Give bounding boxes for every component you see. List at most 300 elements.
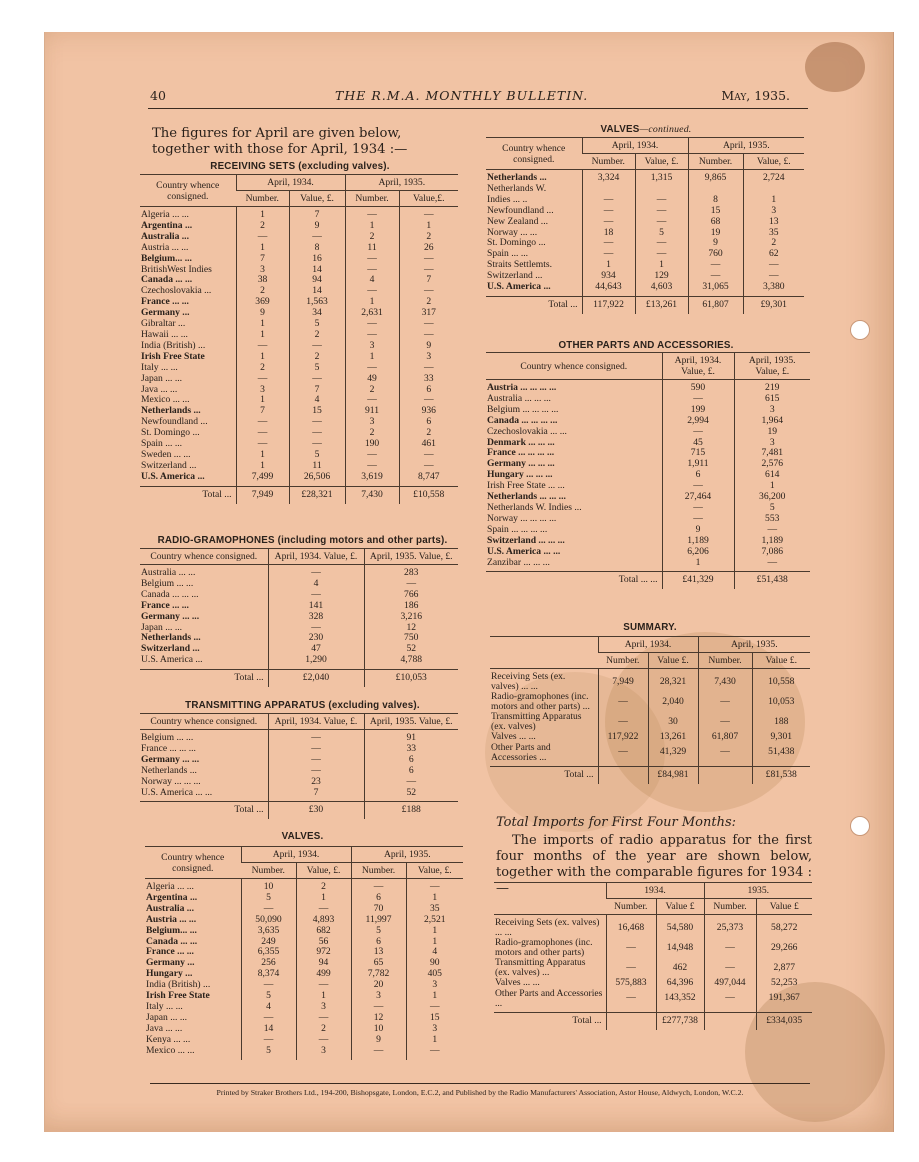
cell-value: 7,086: [734, 547, 810, 558]
cell-value: 3,324: [582, 170, 635, 184]
table-row: [140, 385, 458, 396]
cell-value: —: [399, 363, 458, 374]
row-label: Norway ... ... ...: [141, 776, 201, 787]
total-label: Total ...: [486, 296, 582, 313]
cell-value: —: [582, 217, 635, 228]
valves-continued-table: [486, 137, 804, 314]
cell-value: 191,367: [756, 989, 812, 1013]
col-period-1935: April, 1935. Value, £.: [734, 353, 810, 380]
cell-value: 38: [236, 275, 289, 286]
row-label: Japan ... ...: [141, 373, 183, 384]
table-row: [486, 170, 804, 184]
cell-value: 5: [289, 319, 345, 330]
cell-value: 3: [296, 1046, 351, 1060]
cell-value: 35: [743, 228, 804, 239]
cell-value: —: [236, 341, 289, 352]
radiogram-table: [140, 548, 458, 687]
cell-value: 369: [236, 297, 289, 308]
total-value: £334,035: [756, 1012, 812, 1029]
table-row: [490, 712, 810, 732]
cell-value: —: [364, 579, 458, 590]
cell-value: 4: [406, 947, 463, 958]
cell-value: 11: [289, 461, 345, 472]
row-label: Belgium ... ...: [141, 732, 194, 743]
row-label: Switzerland ...: [141, 644, 200, 655]
cell-value: 50,090: [241, 915, 296, 926]
total-label: Total ...: [140, 802, 268, 819]
summary-table: [490, 636, 810, 784]
cell-value: 2: [296, 879, 351, 893]
col-country: Country whence consigned.: [145, 847, 241, 879]
col-value: Value £.: [648, 653, 698, 669]
cell-value: —: [399, 319, 458, 330]
total-row: [486, 296, 804, 313]
cell-value: 2: [345, 232, 399, 243]
table-row: [140, 232, 458, 243]
cell-value: 7: [399, 275, 458, 286]
cell-value: 249: [241, 937, 296, 948]
table-row: [486, 380, 810, 394]
cell-value: 1,964: [734, 416, 810, 427]
receiving-sets-table: [140, 174, 458, 504]
table-row: [490, 669, 810, 693]
row-label: Mexico ... ...: [141, 395, 190, 406]
cell-value: —: [688, 260, 743, 271]
cell-value: 9: [688, 238, 743, 249]
row-label: Switzerland ...: [487, 271, 543, 282]
row-label: Irish Free State ... ...: [487, 481, 565, 492]
total-value: £13,261: [635, 296, 688, 313]
cell-value: 33: [399, 374, 458, 385]
cell-value: 2: [399, 297, 458, 308]
cell-value: —: [345, 395, 399, 406]
intro-text: The figures for April are given below, together with those for April, 1934 :—: [152, 126, 408, 157]
row-label: Zanzibar ... ... ...: [487, 557, 550, 568]
cell-value: 1,189: [734, 536, 810, 547]
cell-value: —: [635, 195, 688, 206]
table-row: [140, 565, 458, 579]
cell-value: 2,994: [662, 416, 734, 427]
cell-value: 6: [399, 417, 458, 428]
cell-value: 5: [289, 450, 345, 461]
cell-value: 190: [345, 439, 399, 450]
row-label: Hungary ... ... ...: [487, 470, 553, 481]
row-label: Algeria ... ...: [146, 881, 194, 892]
cell-value: 19: [734, 427, 810, 438]
total-value: £9,301: [743, 296, 804, 313]
cell-value: —: [704, 958, 756, 978]
col-period-1934: April, 1934. Value, £.: [268, 549, 364, 565]
cell-value: 4: [289, 395, 345, 406]
cell-value: 1: [406, 893, 463, 904]
cell-value: 6: [662, 470, 734, 481]
col-number: Number.: [241, 863, 296, 879]
cell-value: 7,499: [236, 472, 289, 486]
table-row: [486, 448, 810, 459]
row-label: Spain ... ...: [487, 249, 529, 260]
table-row: [486, 260, 804, 271]
row-label: BritishWest Indies: [141, 264, 212, 275]
table-row: [140, 730, 458, 744]
cell-value: 3: [406, 1024, 463, 1035]
table-row: [140, 352, 458, 363]
cell-value: —: [351, 879, 406, 893]
table-row: [140, 644, 458, 655]
cell-value: —: [582, 238, 635, 249]
cell-value: 14: [289, 265, 345, 276]
cell-value: 6: [364, 755, 458, 766]
row-label: Other Parts and Accessories ...: [491, 742, 551, 763]
row-label: New Zealand ...: [487, 216, 549, 227]
col-period-1934: April, 1934.: [582, 138, 688, 154]
table-row: [140, 744, 458, 755]
col-value: Value £: [756, 899, 812, 915]
valves-cont-title-text: VALVES: [600, 124, 640, 135]
cell-value: 499: [296, 969, 351, 980]
punch-hole: [850, 816, 870, 836]
cell-value: 1: [296, 893, 351, 904]
cell-value: 36,200: [734, 492, 810, 503]
cell-value: —: [236, 428, 289, 439]
col-period-1935: April, 1935.: [688, 138, 804, 154]
table-row: [145, 991, 463, 1002]
cell-value: 13: [351, 947, 406, 958]
other-parts-title: OTHER PARTS AND ACCESSORIES.: [558, 340, 734, 351]
table-row: [486, 217, 804, 228]
cell-value: 715: [662, 448, 734, 459]
table-row: [140, 439, 458, 450]
row-label: St. Domingo ...: [141, 428, 200, 439]
cell-value: —: [662, 514, 734, 525]
cell-value: 4: [268, 579, 364, 590]
radiogram-title: RADIO-GRAMOPHONES (including motors and other parts).: [157, 535, 448, 546]
transmit-table: [140, 713, 458, 819]
cell-value: 4: [345, 275, 399, 286]
cell-value: 199: [662, 405, 734, 416]
valves-title: VALVES.: [281, 831, 324, 842]
cell-value: 2: [289, 330, 345, 341]
table-row: [145, 969, 463, 980]
col-period-1935: April, 1935. Value, £.: [364, 549, 458, 565]
table-row: [140, 330, 458, 341]
cell-value: 7,949: [598, 669, 648, 693]
row-label: Austria ... ...: [146, 914, 197, 925]
four-months-heading: Total Imports for First Four Months:: [496, 815, 737, 830]
cell-value: 462: [656, 958, 704, 978]
row-label: Java ... ...: [141, 384, 178, 395]
table-row: [140, 777, 458, 788]
cell-value: —: [399, 330, 458, 341]
total-row: [486, 572, 810, 589]
table-row: [140, 341, 458, 352]
cell-value: 1: [406, 926, 463, 937]
table-row: [140, 265, 458, 276]
cell-value: 2: [743, 238, 804, 249]
cell-value: 766: [364, 590, 458, 601]
cell-value: 52: [364, 644, 458, 655]
table-row: [140, 633, 458, 644]
cell-value: —: [268, 590, 364, 601]
cell-value: —: [345, 319, 399, 330]
cell-value: 1: [399, 221, 458, 232]
table-row: [486, 184, 804, 195]
row-label: Canada ... ...: [146, 936, 198, 947]
table-row: [140, 254, 458, 265]
row-label: Czechoslovakia ...: [141, 286, 212, 297]
cell-value: 2,724: [743, 170, 804, 184]
row-label: Netherlands ...: [487, 172, 547, 183]
cell-value: —: [289, 341, 345, 352]
total-value: [704, 1012, 756, 1029]
col-number: Number.: [698, 653, 752, 669]
cell-value: 2: [236, 221, 289, 232]
table-row: [486, 249, 804, 260]
row-label: Canada ... ... ... ...: [487, 415, 558, 426]
total-value: £2,040: [268, 670, 364, 687]
cell-value: 2: [289, 352, 345, 363]
row-label: Norway ... ...: [487, 227, 538, 238]
cell-value: 4: [241, 1002, 296, 1013]
cell-value: 1: [236, 395, 289, 406]
table-row: [145, 947, 463, 958]
cell-value: 5: [734, 503, 810, 514]
cell-value: 141: [268, 601, 364, 612]
table-row: [140, 207, 458, 221]
row-label: France ... ...: [141, 297, 189, 308]
cell-value: —: [635, 206, 688, 217]
col-number: Number.: [688, 154, 743, 170]
cell-value: 47: [268, 644, 364, 655]
table-row: [490, 732, 810, 743]
total-row: [140, 802, 458, 819]
cell-value: 3,380: [743, 282, 804, 296]
row-label: Transmitting Apparatus (ex. valves) ...: [495, 958, 586, 978]
cell-value: 3: [734, 405, 810, 416]
cell-value: —: [399, 450, 458, 461]
cell-value: —: [635, 249, 688, 260]
col-value: Value, £.: [635, 154, 688, 170]
col-value: Value,£.: [399, 191, 458, 207]
table-row: [140, 766, 458, 777]
cell-value: 7,782: [351, 969, 406, 980]
table-row: [140, 461, 458, 472]
cell-value: 54,580: [656, 915, 704, 939]
table-row: [145, 893, 463, 904]
table-row: [140, 374, 458, 385]
cell-value: 283: [364, 565, 458, 579]
row-label: Spain ... ...: [141, 439, 183, 450]
cell-value: —: [296, 1013, 351, 1024]
cell-value: [688, 184, 743, 195]
cell-value: 6: [399, 385, 458, 396]
row-label: Straits Settlemts.: [487, 260, 553, 271]
cell-value: 1: [406, 1035, 463, 1046]
row-label: Germany ... ...: [141, 754, 200, 765]
cell-value: —: [364, 777, 458, 788]
table-row: [140, 319, 458, 330]
cell-value: 405: [406, 969, 463, 980]
table-row: [486, 271, 804, 282]
cell-value: —: [704, 989, 756, 1013]
cell-value: —: [345, 330, 399, 341]
table-row: [486, 438, 810, 449]
table-row: [486, 536, 810, 547]
cell-value: 7: [289, 385, 345, 396]
col-value: Value, £.: [406, 863, 463, 879]
cell-value: 230: [268, 633, 364, 644]
cell-value: 7: [236, 254, 289, 265]
cell-value: 16: [289, 254, 345, 265]
cell-value: 3: [236, 385, 289, 396]
cell-value: —: [698, 712, 752, 732]
cell-value: 1: [743, 195, 804, 206]
cell-value: 1: [236, 319, 289, 330]
cell-value: —: [241, 1013, 296, 1024]
row-label: Germany ...: [146, 958, 195, 969]
cell-value: 10,558: [752, 669, 810, 693]
total-value: £30: [268, 802, 364, 819]
cell-value: 461: [399, 439, 458, 450]
total-label: Total ...: [140, 486, 236, 503]
total-value: £51,438: [734, 572, 810, 589]
row-label: India (British) ...: [146, 980, 211, 991]
col-number: Number.: [606, 899, 656, 915]
cell-value: 9,865: [688, 170, 743, 184]
row-label: U.S. America ... ...: [141, 787, 213, 798]
row-label: Netherlands ...: [141, 406, 201, 417]
cell-value: 16,468: [606, 915, 656, 939]
cell-value: 49: [345, 374, 399, 385]
row-label: Netherlands ...: [141, 765, 197, 776]
table-row: [494, 938, 812, 958]
cell-value: 90: [406, 958, 463, 969]
row-label: Australia ... ...: [141, 567, 196, 578]
cell-value: 117,922: [598, 732, 648, 743]
cell-value: 34: [289, 308, 345, 319]
row-label: Java ... ...: [146, 1023, 183, 1034]
cell-value: 2: [399, 428, 458, 439]
cell-value: 3,216: [364, 612, 458, 623]
table-row: [140, 590, 458, 601]
table-row: [486, 195, 804, 206]
cell-value: 1: [236, 243, 289, 254]
cell-value: 2: [345, 428, 399, 439]
cell-value: 33: [364, 744, 458, 755]
cell-value: [635, 184, 688, 195]
row-label: Japan ... ...: [146, 1012, 188, 1023]
col-period-1935: April, 1935.: [345, 175, 458, 191]
cell-value: 1: [236, 461, 289, 472]
cell-value: —: [635, 217, 688, 228]
valves-cont-title: [486, 124, 806, 135]
row-label: Netherlands ... ... ...: [487, 492, 566, 503]
cell-value: 1: [236, 450, 289, 461]
cell-value: 7: [289, 207, 345, 221]
cell-value: 2: [236, 286, 289, 297]
table-row: [145, 879, 463, 893]
row-label: Italy ... ...: [146, 1001, 183, 1012]
cell-value: 1: [734, 481, 810, 492]
cell-value: —: [296, 1035, 351, 1046]
cell-value: 5: [241, 893, 296, 904]
row-label: Germany ...: [141, 308, 190, 319]
col-value: Value, £.: [743, 154, 804, 170]
cell-value: —: [406, 1002, 463, 1013]
cell-value: 14: [241, 1024, 296, 1035]
table-row: [486, 416, 810, 427]
cell-value: 2,521: [406, 915, 463, 926]
row-label: Argentina ...: [146, 892, 198, 903]
cell-value: 31,065: [688, 282, 743, 296]
table-row: [145, 980, 463, 991]
cell-value: —: [345, 286, 399, 297]
row-label: U.S. America ... ...: [487, 546, 561, 557]
table-row: [145, 958, 463, 969]
cell-value: 760: [688, 249, 743, 260]
cell-value: 188: [752, 712, 810, 732]
total-row: [140, 486, 458, 503]
cell-value: —: [399, 207, 458, 221]
row-label: Belgium ... ...: [141, 578, 194, 589]
col-period-1935: April, 1935. Value, £.: [364, 714, 458, 730]
cell-value: 3: [296, 1002, 351, 1013]
table-row: [486, 470, 810, 481]
col-value: Value, £.: [296, 863, 351, 879]
cell-value: 1: [345, 352, 399, 363]
cell-value: —: [345, 363, 399, 374]
cell-value: —: [734, 525, 810, 536]
cell-value: 5: [635, 228, 688, 239]
cell-value: 972: [296, 947, 351, 958]
cell-value: 2,631: [345, 308, 399, 319]
cell-value: 64,396: [656, 978, 704, 989]
table-row: [486, 514, 810, 525]
cell-value: 26,506: [289, 472, 345, 486]
row-label: Belgium ... ... ... ...: [487, 404, 559, 415]
cell-value: —: [662, 503, 734, 514]
total-row: [140, 670, 458, 687]
row-label: Japan ... ...: [141, 622, 183, 633]
table-row: [145, 1024, 463, 1035]
col-country: Country whence consigned.: [140, 714, 268, 730]
cell-value: 10: [241, 879, 296, 893]
cell-value: 4,788: [364, 655, 458, 669]
cell-value: 7,430: [698, 669, 752, 693]
summary-title: SUMMARY.: [623, 622, 677, 633]
cell-value: 317: [399, 308, 458, 319]
row-label: Belgium... ...: [146, 925, 197, 936]
total-value: 7,430: [345, 486, 399, 503]
cell-value: 14,948: [656, 938, 704, 958]
cell-value: 1: [345, 221, 399, 232]
cell-value: 129: [635, 271, 688, 282]
row-label: Hungary ...: [146, 969, 193, 980]
cell-value: 58,272: [756, 915, 812, 939]
table-row: [140, 275, 458, 286]
table-row: [486, 525, 810, 536]
cell-value: 219: [734, 380, 810, 394]
cell-value: —: [606, 958, 656, 978]
cell-value: —: [399, 461, 458, 472]
cell-value: 3: [743, 206, 804, 217]
other-parts-table: [486, 352, 810, 589]
cell-value: 1: [406, 991, 463, 1002]
col-number: Number.: [236, 191, 289, 207]
table-row: [140, 655, 458, 669]
table-row: [486, 282, 804, 296]
table-row: [140, 308, 458, 319]
row-label: U.S. America ...: [487, 282, 551, 293]
